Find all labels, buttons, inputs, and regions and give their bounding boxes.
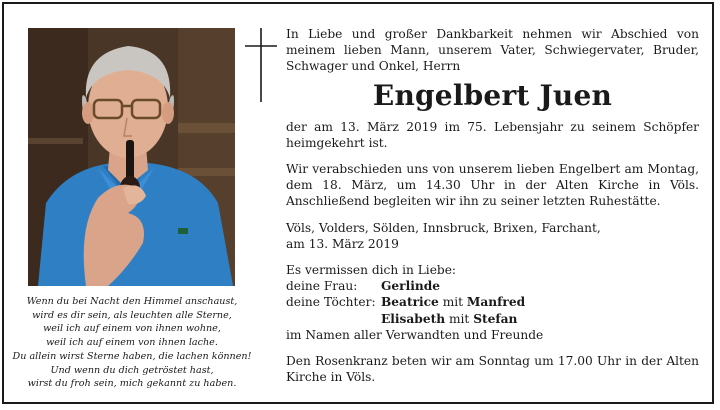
partner-name: Stefan <box>473 311 518 326</box>
partner-name: Manfred <box>466 295 526 310</box>
obituary-notice <box>2 2 714 404</box>
wife-label: deine Frau: <box>286 279 358 294</box>
cross-icon <box>245 28 277 102</box>
poem-line: wirst du froh sein, mich gekannt zu haben. <box>27 378 237 390</box>
poem-line: Wenn du bei Nacht den Himmel anschaust, <box>26 296 238 307</box>
wife-name: Gerlinde <box>381 279 440 294</box>
relatives-text: im Namen aller Verwandten und Freunde <box>286 327 544 342</box>
places-text: Völs, Volders, Sölden, Innsbruck, Brixen, Farchant, <box>286 220 601 235</box>
daughters-label: deine Töchter: <box>286 295 376 310</box>
daughter-name: Beatrice <box>381 295 439 310</box>
poem <box>12 295 252 391</box>
joiner-word: mit <box>448 311 470 326</box>
poem-line: Du allein wirst Sterne haben, die lachen können! <box>12 350 252 362</box>
mourner-row-daughter-1 <box>286 294 699 310</box>
poem-line: Und wenn du dich getröstet hast, <box>50 364 214 376</box>
mourners-list <box>286 262 699 343</box>
farewell-text: Wir verabschieden uns von unserem lieben Engelbert am Montag, dem 18. März, um 14.30 Uhr in der Alten Kirche in Völs. Anschließend begleiten wir ihn zu seiner letzten Ruhestätte. <box>286 162 699 209</box>
daughter-name: Elisabeth <box>381 311 446 326</box>
poem-line: weil ich auf einem von ihnen lache. <box>46 337 218 349</box>
poem-line: wird es dir sein, als leuchten alle Sterne, <box>32 309 232 321</box>
poem-line: weil ich auf einem von ihnen wohne, <box>43 323 221 335</box>
rosary-text: Den Rosenkranz beten wir am Sonntag um 17.00 Uhr in der Alten Kirche in Völs. <box>286 354 699 385</box>
portrait-illustration <box>28 28 235 286</box>
portrait-photo <box>28 28 235 286</box>
mourner-row-daughter-2 <box>286 311 699 327</box>
mourners-heading: Es vermissen dich in Liebe: <box>286 263 457 278</box>
joiner-word: mit <box>442 295 464 310</box>
date-text: am 13. März 2019 <box>286 236 399 251</box>
deceased-name: Engelbert Juen <box>372 78 613 112</box>
death-info: der am 13. März 2019 im 75. Lebensjahr zu seinem Schöpfer heimgekehrt ist. <box>286 119 699 150</box>
notice-text <box>286 26 699 385</box>
intro-text: In Liebe und großer Dankbarkeit nehmen wir Abschied von meinem lieben Mann, unserem Vater, Schwiegervater, Bruder, Schwager und Onkel, Herrn <box>286 27 699 74</box>
mourner-row-wife <box>286 278 699 294</box>
